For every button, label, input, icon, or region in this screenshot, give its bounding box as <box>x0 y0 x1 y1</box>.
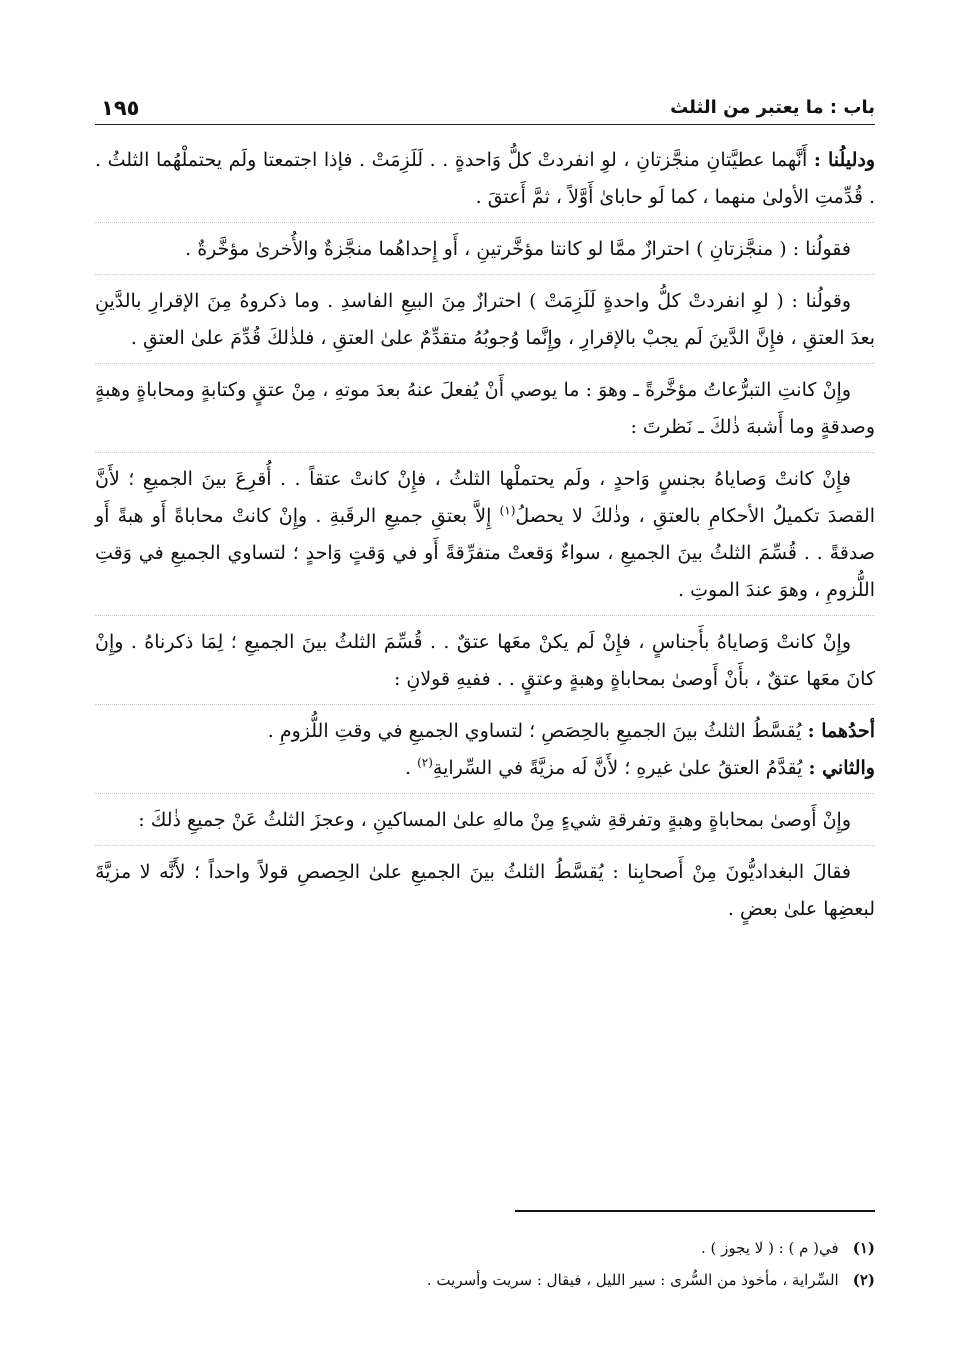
footnotes <box>95 1232 875 1296</box>
chapter-title: باب : ما يعتبر من الثلث <box>670 97 875 118</box>
opinion-second-text-end: . <box>405 757 418 779</box>
opinion-second-lead: والثاني : <box>808 757 875 779</box>
footnote-rule <box>515 1210 875 1212</box>
paragraph-single-kind <box>95 461 875 616</box>
page-header <box>95 80 875 122</box>
paragraph-infaradat <box>95 283 875 364</box>
paragraph-text: وقولُنا : ( لوِ انفردتْ كلُّ واحدةٍ لَلَزِمَتْ ) احترازٌ مِنَ البيعِ الفاسدِ . وما ذكروهُ مِنَ الإقرارِ بالدَّينِ بعدَ العتقِ ، فإِنَّ الدَّينَ لَم يجبْ بالإقرارِ ، وإِنَّما وُجوبُهُ متقدِّمٌ علىٰ العتقِ ، فلذٰلكَ قُدِّمَ علىٰ العتقِ . <box>95 290 875 349</box>
paragraph-evidence <box>95 142 875 223</box>
footnote-text: السِّراية ، مأخوذ من السُّرى : سير الليل ، فيقال : سريت وأسريت . <box>426 1271 839 1289</box>
paragraph-two-opinions <box>95 713 875 794</box>
paragraph-multiple-kinds <box>95 624 875 705</box>
footnote-number: (٢) <box>852 1271 875 1289</box>
footnote-marker-1[interactable]: (١) <box>499 503 516 518</box>
paragraph-text: وإِنْ كانتِ التبرُّعاتُ مؤخَّرةً ـ وهوَ : ما يوصي أَنْ يُفعلَ عنهُ بعدَ موتهِ ، مِنْ عتقٍ وكتابةٍ ومحاباةٍ وهبةٍ وصدقةٍ وما أَشبهَ ذٰلكَ ـ نَظرتَ : <box>95 379 875 438</box>
paragraph-text: فقالَ البغداديُّونَ مِنْ أَصحابِنا : يُقسَّطُ الثلثُ بينَ الجميعِ علىٰ الحِصصِ قولاً واحداً ؛ لأَنَّه لا مزيَّةَ لبعضِها علىٰ بعضٍ . <box>95 861 875 920</box>
opinion-first-text: يُقسَّطُ الثلثُ بينَ الجميعِ بالحِصَصِ ؛ لتساوي الجميعِ في وقتِ اللُّزومِ . <box>267 720 802 742</box>
opinion-second-text: يُقدَّمُ العتقُ علىٰ غيرهِ ؛ لأَنَّ لَه مزيَّةً في السِّرايةِ <box>432 757 803 779</box>
footnote-2 <box>95 1264 875 1296</box>
paragraph-text: أَنَّهما عطيَّتانِ منجَّزتانِ ، لوِ انفردتْ كلُّ وَاحدةٍ . . لَلَزِمَتْ . فإذا اجتمعتا ولَم يحتملْهُما الثلثُ . . قُدِّمتِ الأولىٰ منهما ، كما لَو حاباىٰ أَوَّلاً ، ثمَّ أَعتقَ . <box>95 149 875 208</box>
opinion-first-lead: أحدُهما : <box>807 720 875 742</box>
paragraph-munajjazatan <box>95 231 875 275</box>
paragraph-text: فإِنْ كانتْ وَصاياهُ بجنسٍ وَاحدٍ ، ولَم يحتملْها الثلثُ ، فإِنْ كانتْ عتقاً . . أُقرِعَ بينَ الجميعِ ؛ لأَنَّ القصدَ تكميلُ الأحكامِ بالعتقِ ، وذٰلكَ لا يحصلُ <box>95 468 875 527</box>
paragraph-bequest-poor <box>95 802 875 846</box>
book-page <box>95 80 875 1340</box>
footnote-text: في( م ) : ( لا يجوز ) . <box>700 1239 839 1257</box>
footnote-number: (١) <box>852 1239 875 1257</box>
paragraph-text: فقولُنا : ( منجَّزتانِ ) احترازٌ ممَّا لو كانتا مؤخَّرتينِ ، أَو إِحداهُما منجَّزةٌ والأُخرىٰ مؤخَّرةٌ . <box>185 238 851 260</box>
footnote-1 <box>95 1232 875 1264</box>
paragraph-deferred-donations <box>95 372 875 453</box>
main-text <box>95 142 875 942</box>
paragraph-text: وإِنْ أَوصىٰ بمحاباةٍ وهبةٍ وتفرقةِ شيءٍ مِنْ مالهِ علىٰ المساكينِ ، وعجزَ الثلثُ عَنْ جميعِ ذٰلكَ : <box>138 809 851 831</box>
page-number: ١٩٥ <box>101 96 140 120</box>
footnote-marker-2[interactable]: (٢) <box>417 755 433 770</box>
header-rule <box>95 124 875 125</box>
paragraph-baghdadis <box>95 854 875 934</box>
paragraph-lead: ودليلُنا : <box>813 149 875 171</box>
paragraph-text-continued: إِلاَّ بعتقِ جميعِ الرقَبةِ . وإِنْ كانتْ محاباةً أَو هبةً أَو صدقةً . . قُسِّمَ الثلثُ بينَ الجميعِ ، سواءٌ وَقعتْ متفرِّقةً أَو في وَقتٍ وَاحدٍ ؛ لتساوي الجميعِ في وَقتِ اللُّزومِ ، وهوَ عندَ الموتِ . <box>95 505 875 601</box>
paragraph-text: وإِنْ كانتْ وَصاياهُ بأَجناسٍ ، فإِنْ لَم يكنْ معَها عتقٌ . . قُسِّمَ الثلثُ بينَ الجميعِ ؛ لِمَا ذكرناهُ . وإِنْ كانَ معَها عتقٌ ، بأَنْ أَوصىٰ بمحاباةٍ وهبةٍ وعتقٍ . . ففيهِ قولانِ : <box>95 631 875 690</box>
